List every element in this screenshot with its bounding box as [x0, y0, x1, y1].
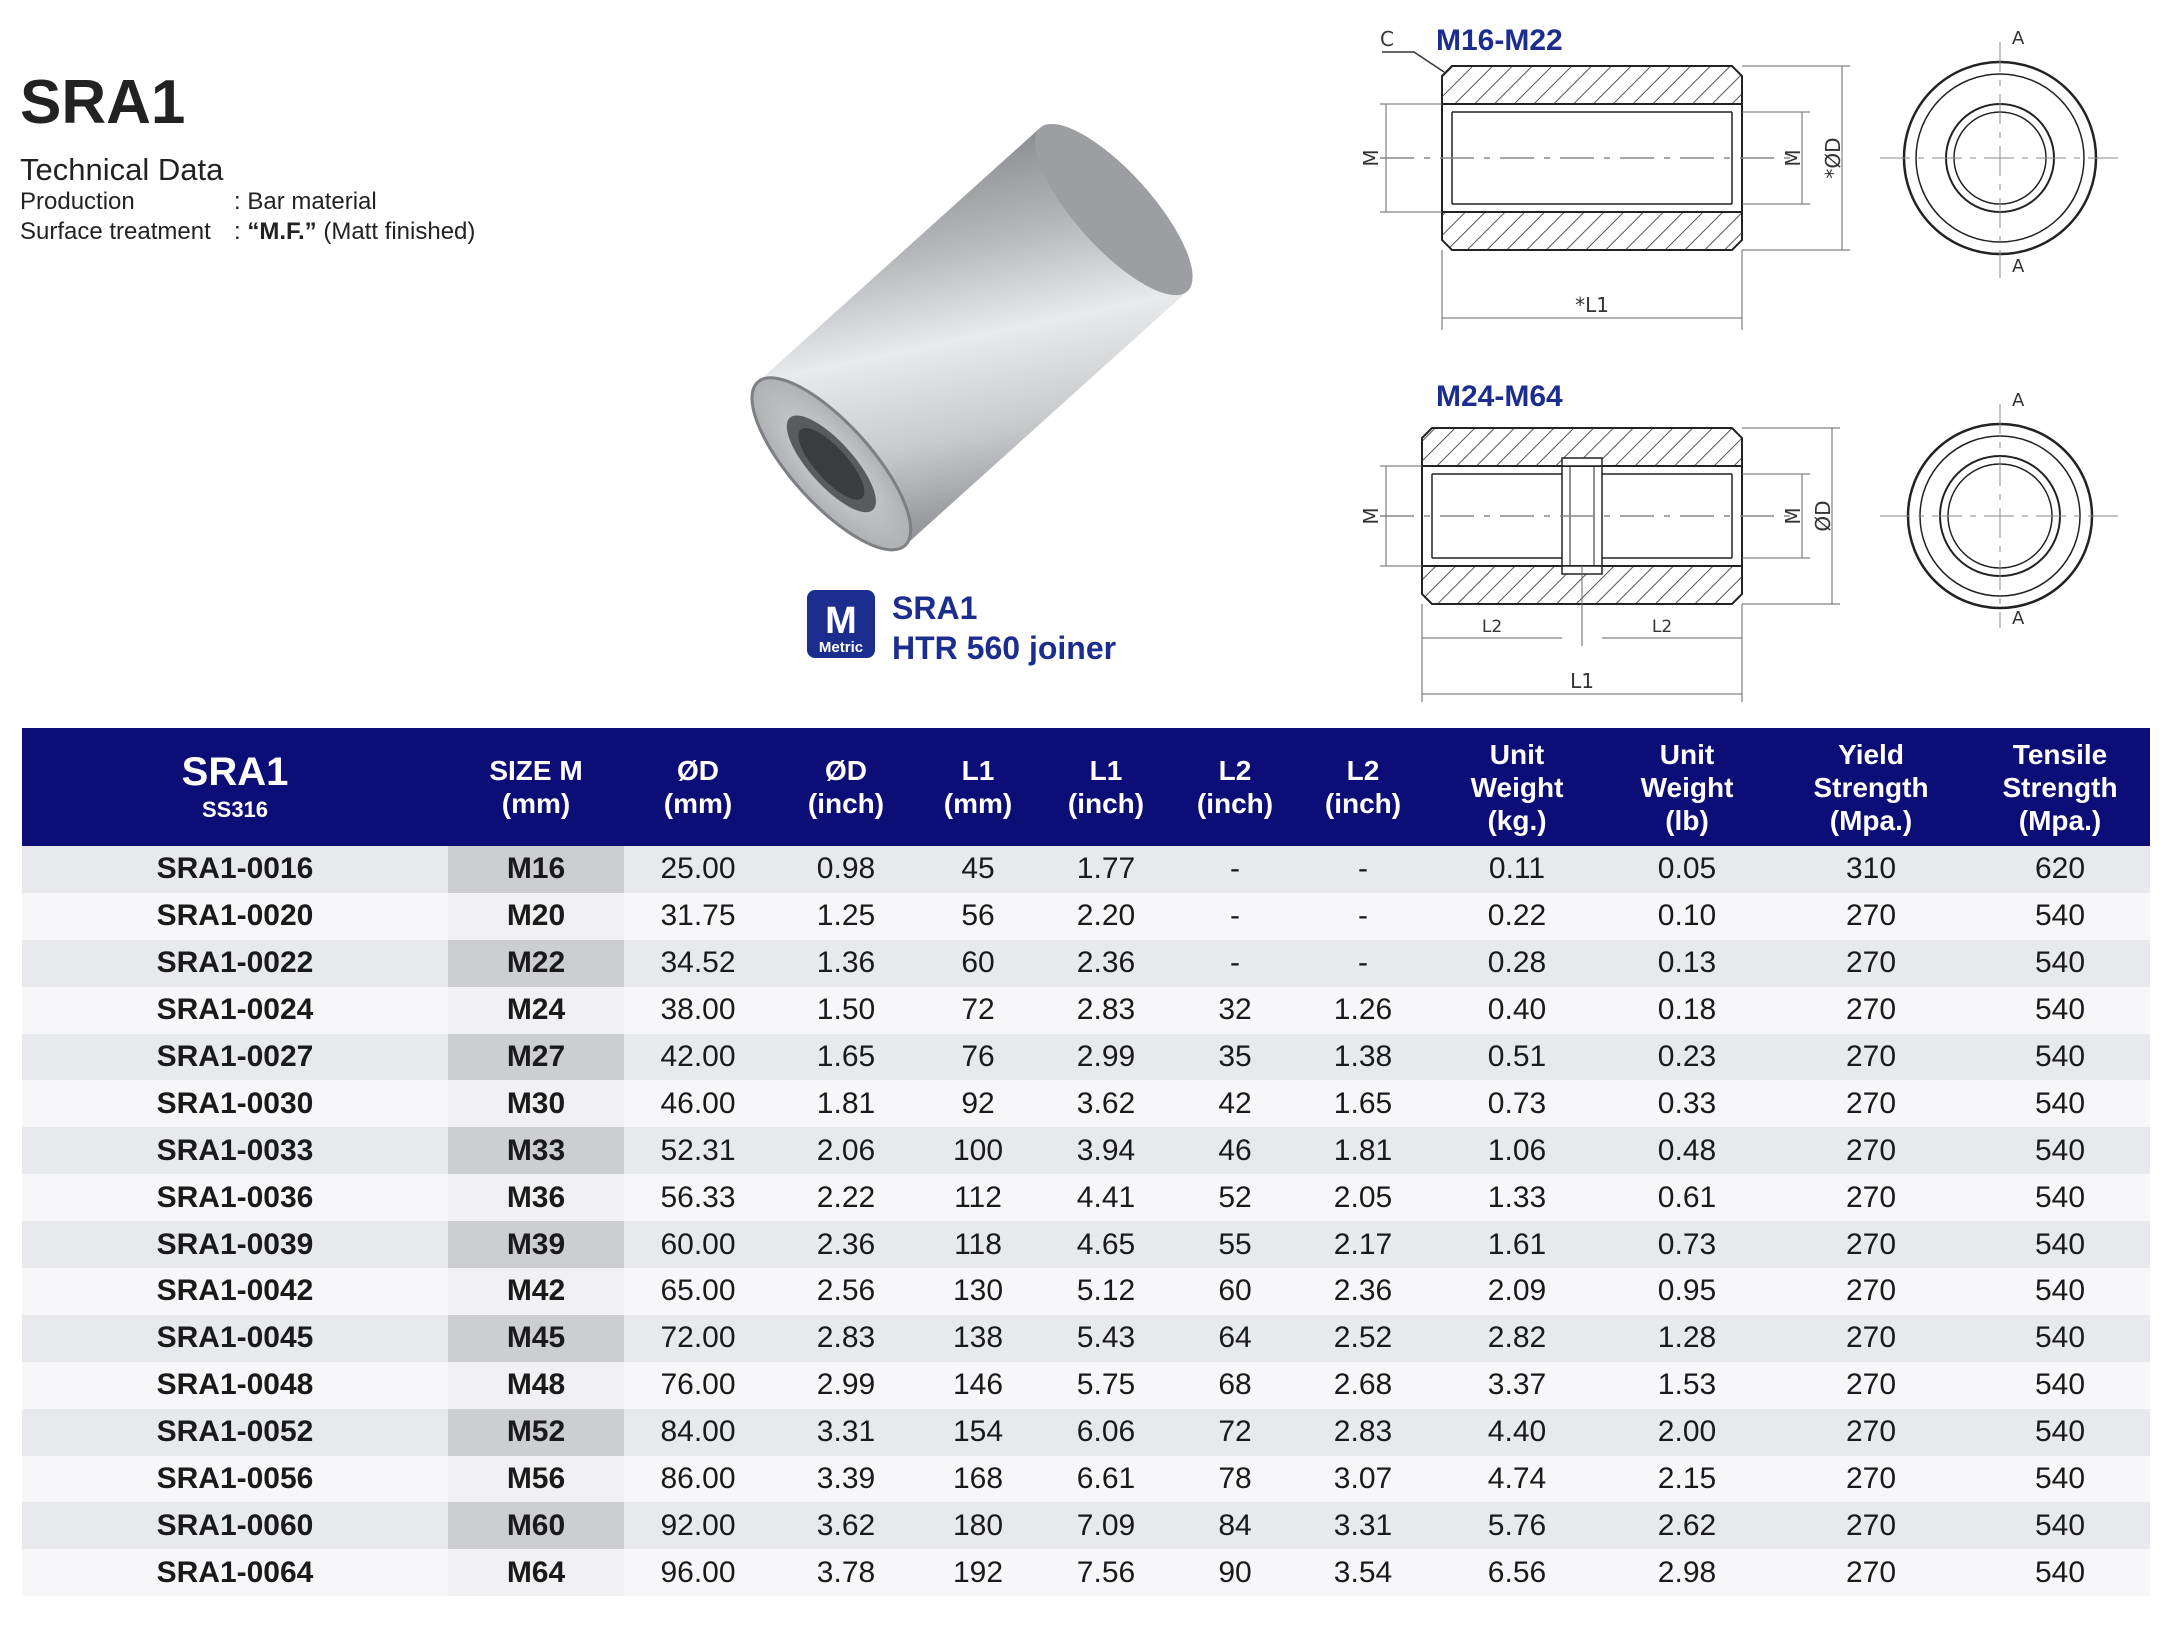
cell-l1-mm: 45 — [920, 846, 1036, 893]
cell-model: SRA1-0042 — [22, 1268, 448, 1315]
cell-model: SRA1-0052 — [22, 1409, 448, 1456]
cell-model: SRA1-0020 — [22, 893, 448, 940]
cell-weight-kg: 0.40 — [1432, 987, 1602, 1034]
cell-l2-b: - — [1294, 940, 1432, 987]
cell-model: SRA1-0045 — [22, 1315, 448, 1362]
col-header-size: SIZE M (mm) — [489, 755, 583, 819]
cell-od-inch: 1.50 — [772, 987, 920, 1034]
spec-label: Production — [20, 188, 135, 215]
dim-diameter: ØD — [1811, 500, 1835, 532]
cell-size: M52 — [448, 1409, 624, 1456]
cell-model: SRA1-0027 — [22, 1034, 448, 1081]
cell-od-inch: 2.83 — [772, 1315, 920, 1362]
cell-l1-mm: 112 — [920, 1174, 1036, 1221]
cell-tensile: 540 — [1970, 1174, 2150, 1221]
section-mark-top: A — [2012, 28, 2025, 49]
cell-size: M36 — [448, 1174, 624, 1221]
dim-half-length-right: L2 — [1651, 617, 1673, 637]
cell-l1-mm: 130 — [920, 1268, 1036, 1315]
cell-od-mm: 76.00 — [624, 1362, 772, 1409]
cell-model: SRA1-0060 — [22, 1502, 448, 1549]
spec-label: Surface treatment — [20, 218, 211, 245]
product-description: HTR 560 joiner — [892, 630, 1117, 666]
cell-l1-inch: 4.41 — [1036, 1174, 1176, 1221]
cell-od-mm: 92.00 — [624, 1502, 772, 1549]
cell-yield: 270 — [1772, 1549, 1970, 1596]
spec-table — [22, 728, 2150, 1596]
cell-yield: 310 — [1772, 846, 1970, 893]
cell-l1-mm: 100 — [920, 1127, 1036, 1174]
cell-od-mm: 42.00 — [624, 1034, 772, 1081]
col-header-l1-inch: L1 (inch) — [1067, 755, 1145, 819]
cell-yield: 270 — [1772, 1174, 1970, 1221]
cell-od-mm: 38.00 — [624, 987, 772, 1034]
cell-size: M27 — [448, 1034, 624, 1081]
cell-od-inch: 1.36 — [772, 940, 920, 987]
spec-production — [20, 188, 377, 216]
cell-model: SRA1-0022 — [22, 940, 448, 987]
section-mark-bottom: A — [2012, 256, 2025, 277]
cell-yield: 270 — [1772, 1315, 1970, 1362]
cell-size: M22 — [448, 940, 624, 987]
cell-l2-b: 1.65 — [1294, 1080, 1432, 1127]
cell-weight-lb: 2.98 — [1602, 1549, 1772, 1596]
cell-l1-mm: 138 — [920, 1315, 1036, 1362]
cell-l1-inch: 4.65 — [1036, 1221, 1176, 1268]
cell-l2-a: 60 — [1176, 1268, 1294, 1315]
table-row — [22, 987, 2150, 1034]
dim-thread-right: M — [1781, 507, 1805, 525]
cell-tensile: 540 — [1970, 987, 2150, 1034]
col-header-weight-lb: Unit Weight (lb) — [1640, 738, 1734, 836]
cell-size: M39 — [448, 1221, 624, 1268]
cell-l2-a: 72 — [1176, 1409, 1294, 1456]
cell-weight-lb: 0.13 — [1602, 940, 1772, 987]
cell-weight-kg: 5.76 — [1432, 1502, 1602, 1549]
cell-od-mm: 25.00 — [624, 846, 772, 893]
cell-l2-b: - — [1294, 893, 1432, 940]
cell-od-mm: 56.33 — [624, 1174, 772, 1221]
cell-yield: 270 — [1772, 1221, 1970, 1268]
cell-l1-mm: 168 — [920, 1456, 1036, 1503]
cell-model: SRA1-0024 — [22, 987, 448, 1034]
section-mark-bottom: A — [2012, 608, 2025, 629]
cell-l1-inch: 3.62 — [1036, 1080, 1176, 1127]
cell-od-inch: 2.06 — [772, 1127, 920, 1174]
section-mark-top: A — [2012, 390, 2025, 411]
cell-od-inch: 1.81 — [772, 1080, 920, 1127]
table-row — [22, 1315, 2150, 1362]
cell-weight-lb: 0.05 — [1602, 846, 1772, 893]
cell-weight-lb: 0.33 — [1602, 1080, 1772, 1127]
cell-l2-b: 2.36 — [1294, 1268, 1432, 1315]
cell-weight-lb: 0.95 — [1602, 1268, 1772, 1315]
cell-l2-a: 35 — [1176, 1034, 1294, 1081]
cell-l2-b: 2.05 — [1294, 1174, 1432, 1221]
cell-tensile: 540 — [1970, 1456, 2150, 1503]
cell-l2-b: 2.68 — [1294, 1362, 1432, 1409]
cell-weight-lb: 1.28 — [1602, 1315, 1772, 1362]
cell-size: M24 — [448, 987, 624, 1034]
cell-od-mm: 52.31 — [624, 1127, 772, 1174]
col-header-weight-kg: Unit Weight (kg.) — [1470, 738, 1564, 836]
cell-model: SRA1-0039 — [22, 1221, 448, 1268]
cell-l2-a: 32 — [1176, 987, 1294, 1034]
cell-weight-kg: 0.28 — [1432, 940, 1602, 987]
cell-tensile: 620 — [1970, 846, 2150, 893]
cell-od-inch: 2.56 — [772, 1268, 920, 1315]
table-header-row — [22, 728, 2150, 846]
table-row — [22, 1456, 2150, 1503]
cell-weight-kg: 0.22 — [1432, 893, 1602, 940]
cell-l1-mm: 56 — [920, 893, 1036, 940]
col-header-yield: Yield Strength (Mpa.) — [1813, 738, 1929, 836]
table-row — [22, 1409, 2150, 1456]
col-header-l2-a: L2 (inch) — [1196, 755, 1274, 819]
cell-od-mm: 84.00 — [624, 1409, 772, 1456]
drawing-bottom-label: M24-M64 — [1436, 380, 1563, 413]
cell-l2-a: 78 — [1176, 1456, 1294, 1503]
cell-l1-inch: 5.12 — [1036, 1268, 1176, 1315]
cell-l2-b: 2.17 — [1294, 1221, 1432, 1268]
cell-weight-kg: 2.82 — [1432, 1315, 1602, 1362]
badge-letter: M — [825, 600, 857, 642]
cell-l2-a: 46 — [1176, 1127, 1294, 1174]
cell-l1-mm: 76 — [920, 1034, 1036, 1081]
col-header-tensile: Tensile Strength (Mpa.) — [2002, 738, 2118, 836]
cell-od-inch: 0.98 — [772, 846, 920, 893]
cell-weight-kg: 0.51 — [1432, 1034, 1602, 1081]
cell-tensile: 540 — [1970, 1127, 2150, 1174]
badge-caption: Metric — [818, 639, 864, 656]
cell-od-inch: 3.39 — [772, 1456, 920, 1503]
cell-size: M42 — [448, 1268, 624, 1315]
cell-l1-inch: 1.77 — [1036, 846, 1176, 893]
cell-l1-inch: 3.94 — [1036, 1127, 1176, 1174]
cell-weight-kg: 3.37 — [1432, 1362, 1602, 1409]
cell-yield: 270 — [1772, 1502, 1970, 1549]
cell-size: M20 — [448, 893, 624, 940]
dim-chamfer: C — [1380, 27, 1394, 51]
dim-thread-right: M — [1781, 149, 1805, 167]
product-photo — [720, 100, 1240, 560]
dim-diameter: *ØD — [1821, 137, 1845, 179]
product-code: SRA1 — [892, 590, 978, 626]
cell-weight-lb: 0.61 — [1602, 1174, 1772, 1221]
cell-yield: 270 — [1772, 1080, 1970, 1127]
col-header-model: SRA1 SS316 — [181, 750, 289, 822]
cell-size: M48 — [448, 1362, 624, 1409]
cell-yield: 270 — [1772, 1362, 1970, 1409]
cell-l2-b: 1.26 — [1294, 987, 1432, 1034]
cell-od-inch: 2.36 — [772, 1221, 920, 1268]
cell-size: M16 — [448, 846, 624, 893]
cell-size: M56 — [448, 1456, 624, 1503]
dim-thread-left: M — [1359, 149, 1383, 167]
cell-od-inch: 1.25 — [772, 893, 920, 940]
cell-tensile: 540 — [1970, 1315, 2150, 1362]
cell-l2-a: 68 — [1176, 1362, 1294, 1409]
cell-size: M60 — [448, 1502, 624, 1549]
cell-od-inch: 2.22 — [772, 1174, 920, 1221]
cell-l1-inch: 2.83 — [1036, 987, 1176, 1034]
cell-weight-lb: 0.23 — [1602, 1034, 1772, 1081]
table-row — [22, 1127, 2150, 1174]
cell-weight-kg: 1.61 — [1432, 1221, 1602, 1268]
cell-tensile: 540 — [1970, 1034, 2150, 1081]
cell-weight-lb: 2.62 — [1602, 1502, 1772, 1549]
table-body — [22, 846, 2150, 1596]
cell-weight-lb: 1.53 — [1602, 1362, 1772, 1409]
drawing-bottom — [1340, 384, 2120, 714]
cell-weight-kg: 0.73 — [1432, 1080, 1602, 1127]
dim-thread-left: M — [1359, 507, 1383, 525]
cell-l2-a: - — [1176, 940, 1294, 987]
spec-value: : Bar material — [234, 188, 377, 215]
cell-l1-inch: 5.75 — [1036, 1362, 1176, 1409]
cell-l2-b: 3.31 — [1294, 1502, 1432, 1549]
cell-l2-a: 84 — [1176, 1502, 1294, 1549]
cell-weight-lb: 0.73 — [1602, 1221, 1772, 1268]
cell-yield: 270 — [1772, 1268, 1970, 1315]
table-row — [22, 846, 2150, 893]
cell-l2-a: - — [1176, 893, 1294, 940]
cell-od-mm: 96.00 — [624, 1549, 772, 1596]
cell-l1-mm: 60 — [920, 940, 1036, 987]
cell-yield: 270 — [1772, 1409, 1970, 1456]
section-subtitle: Technical Data — [20, 152, 224, 187]
cell-weight-lb: 0.48 — [1602, 1127, 1772, 1174]
cell-tensile: 540 — [1970, 1502, 2150, 1549]
cell-weight-kg: 4.74 — [1432, 1456, 1602, 1503]
table-row — [22, 1174, 2150, 1221]
cell-tensile: 540 — [1970, 940, 2150, 987]
table-row — [22, 1549, 2150, 1596]
cell-l2-a: - — [1176, 846, 1294, 893]
cell-yield: 270 — [1772, 893, 1970, 940]
cell-l1-mm: 72 — [920, 987, 1036, 1034]
cell-l1-inch: 7.56 — [1036, 1549, 1176, 1596]
col-header-od-inch: ØD (inch) — [807, 755, 885, 819]
cell-weight-kg: 2.09 — [1432, 1268, 1602, 1315]
cell-weight-kg: 1.33 — [1432, 1174, 1602, 1221]
cell-l1-inch: 2.20 — [1036, 893, 1176, 940]
cell-tensile: 540 — [1970, 1362, 2150, 1409]
cell-l1-inch: 6.61 — [1036, 1456, 1176, 1503]
table-row — [22, 893, 2150, 940]
table-row — [22, 1362, 2150, 1409]
product-label — [892, 588, 1116, 668]
cell-tensile: 540 — [1970, 1409, 2150, 1456]
cell-weight-lb: 0.10 — [1602, 893, 1772, 940]
table-row — [22, 1034, 2150, 1081]
cell-weight-kg: 6.56 — [1432, 1549, 1602, 1596]
dim-length: *L1 — [1575, 293, 1609, 317]
cell-l1-inch: 5.43 — [1036, 1315, 1176, 1362]
spec-value-rest: (Matt finished) — [316, 218, 476, 245]
cell-l1-mm: 92 — [920, 1080, 1036, 1127]
cell-yield: 270 — [1772, 1127, 1970, 1174]
cell-l1-inch: 2.99 — [1036, 1034, 1176, 1081]
cell-weight-kg: 0.11 — [1432, 846, 1602, 893]
cell-size: M45 — [448, 1315, 624, 1362]
drawing-top-label: M16-M22 — [1436, 24, 1563, 57]
cell-l2-b: - — [1294, 846, 1432, 893]
cell-weight-lb: 0.18 — [1602, 987, 1772, 1034]
cell-od-mm: 65.00 — [624, 1268, 772, 1315]
spec-surface-treatment — [20, 218, 475, 246]
cell-l1-inch: 6.06 — [1036, 1409, 1176, 1456]
cell-od-inch: 3.31 — [772, 1409, 920, 1456]
cell-size: M30 — [448, 1080, 624, 1127]
cell-od-mm: 31.75 — [624, 893, 772, 940]
cell-weight-lb: 2.00 — [1602, 1409, 1772, 1456]
cell-od-inch: 2.99 — [772, 1362, 920, 1409]
cell-tensile: 540 — [1970, 1549, 2150, 1596]
cell-l2-a: 64 — [1176, 1315, 1294, 1362]
cell-l2-b: 2.83 — [1294, 1409, 1432, 1456]
cell-l2-b: 1.38 — [1294, 1034, 1432, 1081]
cell-tensile: 540 — [1970, 893, 2150, 940]
table-row — [22, 1268, 2150, 1315]
cell-od-mm: 34.52 — [624, 940, 772, 987]
cell-l2-a: 90 — [1176, 1549, 1294, 1596]
cell-model: SRA1-0016 — [22, 846, 448, 893]
table-row — [22, 1221, 2150, 1268]
cell-od-inch: 1.65 — [772, 1034, 920, 1081]
cell-model: SRA1-0064 — [22, 1549, 448, 1596]
metric-badge-icon — [806, 589, 876, 659]
cell-l1-inch: 7.09 — [1036, 1502, 1176, 1549]
cell-l1-mm: 192 — [920, 1549, 1036, 1596]
col-header-od-mm: ØD (mm) — [663, 755, 733, 819]
cell-weight-kg: 1.06 — [1432, 1127, 1602, 1174]
spec-value-prefix: : — [234, 218, 248, 245]
cell-l2-b: 1.81 — [1294, 1127, 1432, 1174]
cell-yield: 270 — [1772, 1034, 1970, 1081]
cell-model: SRA1-0030 — [22, 1080, 448, 1127]
cell-tensile: 540 — [1970, 1080, 2150, 1127]
cell-l1-mm: 118 — [920, 1221, 1036, 1268]
col-header-l1-mm: L1 (mm) — [943, 755, 1013, 819]
cell-l1-mm: 154 — [920, 1409, 1036, 1456]
cell-od-mm: 86.00 — [624, 1456, 772, 1503]
page-title: SRA1 — [20, 68, 186, 137]
cell-l2-b: 3.07 — [1294, 1456, 1432, 1503]
cell-l1-inch: 2.36 — [1036, 940, 1176, 987]
dim-length: L1 — [1570, 669, 1594, 693]
col-header-l2-b: L2 (inch) — [1324, 755, 1402, 819]
table-row — [22, 940, 2150, 987]
cell-l2-b: 3.54 — [1294, 1549, 1432, 1596]
cell-l2-a: 42 — [1176, 1080, 1294, 1127]
drawing-top — [1340, 20, 2120, 340]
cell-tensile: 540 — [1970, 1221, 2150, 1268]
cell-od-inch: 3.62 — [772, 1502, 920, 1549]
cell-yield: 270 — [1772, 987, 1970, 1034]
cell-od-mm: 60.00 — [624, 1221, 772, 1268]
dim-half-length-left: L2 — [1481, 617, 1503, 637]
cell-model: SRA1-0048 — [22, 1362, 448, 1409]
cell-model: SRA1-0036 — [22, 1174, 448, 1221]
cell-od-mm: 46.00 — [624, 1080, 772, 1127]
cell-od-inch: 3.78 — [772, 1549, 920, 1596]
cell-od-mm: 72.00 — [624, 1315, 772, 1362]
cell-weight-lb: 2.15 — [1602, 1456, 1772, 1503]
cell-l2-a: 55 — [1176, 1221, 1294, 1268]
cell-model: SRA1-0033 — [22, 1127, 448, 1174]
spec-value-bold: “M.F.” — [247, 218, 317, 245]
cell-l2-b: 2.52 — [1294, 1315, 1432, 1362]
table-row — [22, 1502, 2150, 1549]
cell-model: SRA1-0056 — [22, 1456, 448, 1503]
cell-l1-mm: 146 — [920, 1362, 1036, 1409]
spec-table-grid — [22, 728, 2150, 1596]
table-row — [22, 1080, 2150, 1127]
cell-weight-kg: 4.40 — [1432, 1409, 1602, 1456]
cell-l2-a: 52 — [1176, 1174, 1294, 1221]
cell-tensile: 540 — [1970, 1268, 2150, 1315]
cell-size: M33 — [448, 1127, 624, 1174]
cell-l1-mm: 180 — [920, 1502, 1036, 1549]
cell-yield: 270 — [1772, 940, 1970, 987]
cell-yield: 270 — [1772, 1456, 1970, 1503]
cell-size: M64 — [448, 1549, 624, 1596]
